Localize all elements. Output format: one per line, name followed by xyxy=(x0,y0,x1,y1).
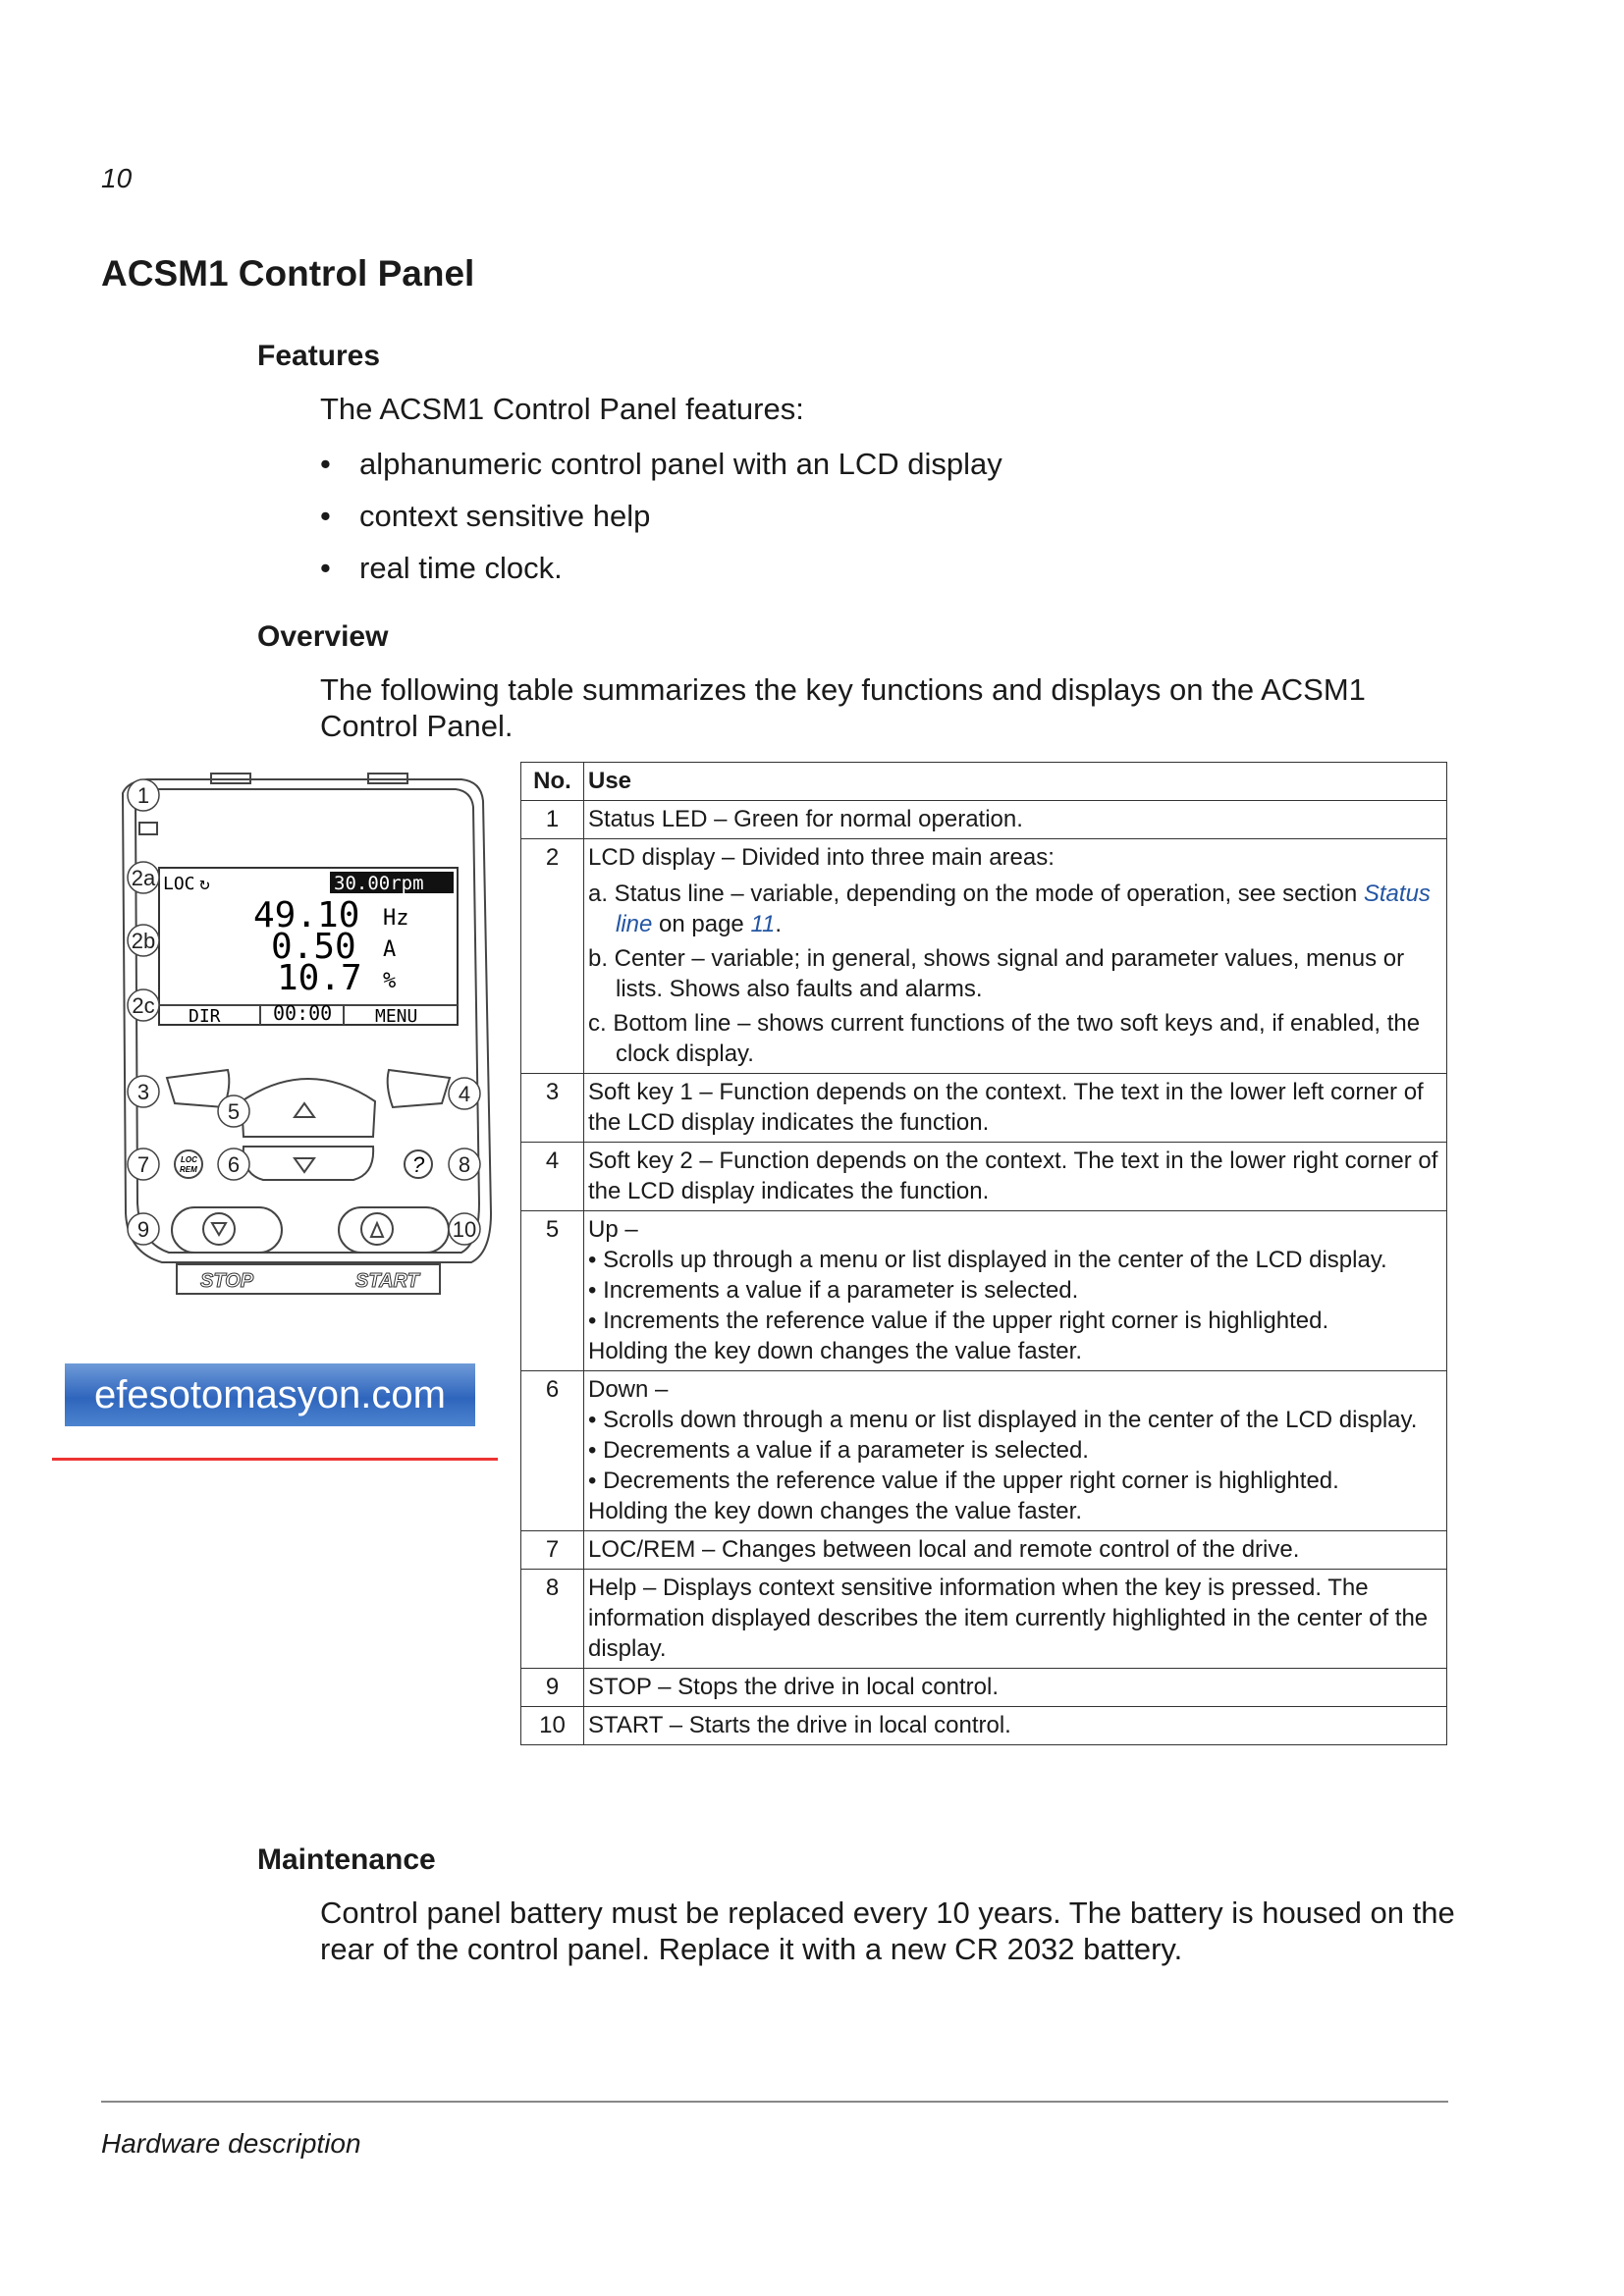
lcd-mode: LOC xyxy=(163,874,195,894)
lcd-value-2: 0.50 xyxy=(271,927,356,967)
table-row: 10 START – Starts the drive in local control. xyxy=(521,1707,1447,1745)
table-row: 5 Up – • Scrolls up through a menu or list displayed in the center of the LCD display. • Increments a value if a parameter is selected. • Increments the reference value if the upper right corner is highlighted. Holding the key down changes the value faster. xyxy=(521,1211,1447,1371)
page-title: ACSM1 Control Panel xyxy=(101,253,475,294)
callout-7: 7 xyxy=(136,1152,150,1177)
divider xyxy=(52,1458,498,1461)
lcd-reference: 30.00rpm xyxy=(334,873,424,894)
lcd-unit-1: Hz xyxy=(383,906,409,931)
start-label: START xyxy=(355,1270,419,1292)
rem-label: REM xyxy=(180,1165,197,1174)
help-icon: ? xyxy=(412,1152,425,1177)
features-heading: Features xyxy=(257,340,381,372)
header-use: Use xyxy=(584,763,1447,801)
table-row: 7 LOC/REM – Changes between local and remote control of the drive. xyxy=(521,1531,1447,1570)
start-key xyxy=(339,1207,449,1253)
callout-2a: 2a xyxy=(131,866,156,890)
callout-4: 4 xyxy=(458,1082,471,1106)
features-intro: The ACSM1 Control Panel features: xyxy=(320,392,804,426)
stop-label: STOP xyxy=(200,1270,254,1292)
overview-text: The following table summarizes the key functions and displays on the ACSM1 Control Panel. xyxy=(320,672,1366,743)
page-number: 10 xyxy=(101,163,133,193)
callout-3: 3 xyxy=(136,1080,150,1104)
rotation-icon: ↻ xyxy=(199,874,210,894)
table-row: 6 Down – • Scrolls down through a menu or list displayed in the center of the LCD display. • Decrements a value if a parameter is selected. • Decrements the reference value if the upper right corner is highlighted. Holding the key down changes the value faster. xyxy=(521,1371,1447,1531)
status-led-icon xyxy=(139,823,157,834)
down-key xyxy=(244,1147,373,1180)
list-item: • real time clock. xyxy=(320,542,1002,594)
list-item: • alphanumeric control panel with an LCD display xyxy=(320,438,1002,490)
table-row: 2 LCD display – Divided into three main areas: a. Status line – variable, depending on the mode of operation, see section Status line on page 11. b. Center – variable; in general, shows signal and parameter values, menus or lists. Shows also faults and alarms. c. Bottom line – shows current functions of the two soft keys and, if enabled, the clock display. xyxy=(521,839,1447,1074)
callout-9: 9 xyxy=(136,1217,150,1242)
status-line-link[interactable]: Status line xyxy=(616,881,1431,937)
lcd-clock: 00:00 xyxy=(273,1001,333,1025)
lcd-unit-3: % xyxy=(383,969,397,993)
callout-10: 10 xyxy=(452,1217,477,1242)
maintenance-text: Control panel battery must be replaced every 10 years. The battery is housed on the rear of the control panel. Replace it with a new CR 2032 battery. xyxy=(320,1896,1455,1966)
bullet-icon: • xyxy=(320,499,331,533)
table-row: 8 Help – Displays context sensitive information when the key is pressed. The information displayed describes the item currently highlighted in the center of the display. xyxy=(521,1570,1447,1669)
bullet-icon: • xyxy=(320,551,331,585)
maintenance-heading: Maintenance xyxy=(257,1843,436,1876)
control-panel-illustration xyxy=(59,762,501,1331)
stop-key xyxy=(172,1207,282,1253)
features-list xyxy=(320,438,1002,594)
callout-2c: 2c xyxy=(132,993,155,1018)
callout-1: 1 xyxy=(136,783,150,808)
lcd-softkey-1: DIR xyxy=(189,1006,221,1027)
page-link[interactable]: 11 xyxy=(750,911,776,937)
callout-2b: 2b xyxy=(131,929,156,953)
overview-heading: Overview xyxy=(257,620,389,653)
list-item: • context sensitive help xyxy=(320,490,1002,542)
table-row: 4 Soft key 2 – Function depends on the context. The text in the lower right corner of the LCD display indicates the function. xyxy=(521,1143,1447,1211)
watermark-banner: efesotomasyon.com xyxy=(65,1363,475,1426)
table-row: 9 STOP – Stops the drive in local control. xyxy=(521,1669,1447,1707)
lcd-value-3: 10.7 xyxy=(277,958,362,998)
callout-5: 5 xyxy=(227,1099,241,1124)
callout-6: 6 xyxy=(227,1152,241,1177)
lcd-unit-2: A xyxy=(383,937,397,962)
table-header xyxy=(521,763,1447,801)
soft-key-2 xyxy=(388,1070,450,1107)
lcd-value-1: 49.10 xyxy=(253,895,360,935)
table-row: 3 Soft key 1 – Function depends on the context. The text in the lower left corner of the LCD display indicates the function. xyxy=(521,1074,1447,1143)
footer-rule xyxy=(101,2101,1448,2103)
lcd-softkey-2: MENU xyxy=(375,1006,418,1027)
bullet-icon: • xyxy=(320,447,331,481)
key-functions-table xyxy=(520,762,1447,1745)
soft-key-1 xyxy=(167,1070,229,1107)
loc-label: LOC xyxy=(181,1155,197,1164)
table-row: 1 Status LED – Green for normal operation. xyxy=(521,801,1447,839)
footer-section-title: Hardware description xyxy=(101,2128,361,2159)
callout-8: 8 xyxy=(458,1152,471,1177)
header-no: No. xyxy=(521,763,584,801)
